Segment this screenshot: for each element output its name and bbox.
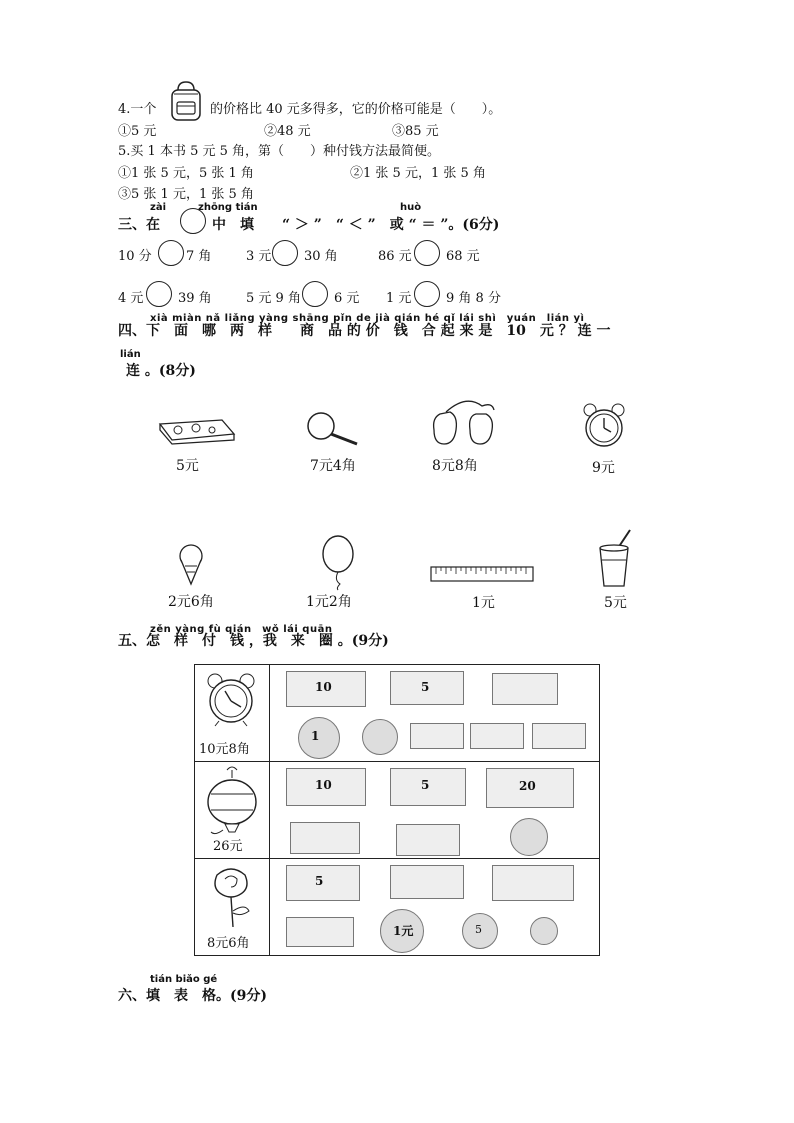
compare-circle-5[interactable] [302,281,328,307]
section3-title-c: “ ＞ ” “ ＜ ” 或 “ ＝ ”。(6分) [282,217,500,233]
compare-r1-left-2: 3 元 [246,249,272,264]
drink-cup-icon [598,528,634,588]
compare-r1-left-3: 86 元 [378,249,412,264]
banknote-1-yuan[interactable] [390,865,464,899]
price-ruler: 1元 [472,595,495,611]
q4-option-1: ①5 元 [118,124,157,139]
section4-pinyin: xià miàn nǎ liǎng yàng shāng pǐn de jià qián hé qǐ lái shì yuán lián yì [150,313,585,324]
q5-stem: 5.买 1 本书 5 元 5 角，第（ ）种付钱方法最简便。 [118,144,441,159]
banknote-1-yuan[interactable] [492,865,574,901]
compare-circle-2[interactable] [272,240,298,266]
compare-r1-left-1: 10 分 [118,249,152,264]
banknote-5-yuan[interactable]: 5 [390,671,464,705]
coin-1-yuan[interactable]: 1 [298,717,340,759]
banknote-5-jiao[interactable] [286,917,354,947]
gloves-icon [426,400,500,450]
section3-title-a: 三、在 [118,217,160,233]
compare-circle-1[interactable] [158,240,184,266]
banknote-10-yuan[interactable]: 10 [286,768,366,806]
coin-5-jiao[interactable]: 5 [462,913,498,949]
compare-r2-right-1: 39 角 [178,291,212,306]
alarm-clock-icon [580,402,628,450]
section4-title: 四、下 面 哪 两 样 商 品 的 价 钱 合 起 来 是 10 元 ？ 连 一 [118,323,611,339]
q4-stem [118,98,156,117]
coin-5-jiao[interactable] [362,719,398,755]
payment-row-lantern [195,762,600,859]
compare-circle-4[interactable] [146,281,172,307]
compare-r2-left-3: 1 元 [386,291,412,306]
price-balloon: 1元2角 [306,594,352,610]
coin-1-yuan[interactable] [510,818,548,856]
payment-money-cell [270,859,600,956]
banknote-1-jiao[interactable] [470,723,524,749]
banknote-5-yuan[interactable]: 5 [390,768,466,806]
q5-option-3: ③5 张 1 元，1 张 5 角 [118,187,254,202]
payment-price-2: 26元 [213,839,243,854]
banknote-1-jiao[interactable] [532,723,586,749]
banknote-5-jiao[interactable] [492,673,558,705]
section3-pinyin-huo: huò [400,202,422,213]
payment-price-1: 10元8角 [199,742,250,757]
payment-item-cell [195,859,270,956]
section5-pinyin: zěn yàng fù qián wǒ lái quān [150,624,333,635]
compare-r1-right-3: 68 元 [446,249,480,264]
section3-pinyin-zhongtian: zhōng tián [198,202,258,213]
q4-stem-before: 4.一个 [118,102,157,117]
compare-r2-right-3: 9 角 8 分 [446,291,501,306]
lantern-icon [205,764,259,838]
ice-cream-icon [176,544,206,586]
payment-row-clock [195,665,600,762]
banknote-1-yuan[interactable] [290,822,360,854]
racket-icon [305,408,361,448]
section5-title: 五、怎 样 付 钱 ，我 来 圈 。(9分) [118,633,389,649]
section4-title2: 连 。(8分) [126,363,196,379]
section3-title-circle [180,208,206,234]
section4-pinyin2: lián [120,349,141,360]
q5-option-2: ②1 张 5 元，1 张 5 角 [350,166,486,181]
compare-r1-right-2: 30 角 [304,249,338,264]
clock-icon [205,671,257,727]
compare-r2-left-1: 4 元 [118,291,144,306]
payment-table [194,664,600,956]
banknote-1-yuan[interactable] [396,824,460,856]
price-pencil-case: 5元 [176,458,199,474]
q4-stem-after: 的价格比 40 元多得多，它的价格可能是（ ）。 [210,102,502,117]
payment-item-cell [195,762,270,859]
price-drink-cup: 5元 [604,595,627,611]
section3-pinyin-zai: zài [150,202,166,213]
price-alarm-clock: 9元 [592,460,615,476]
coin-1-yuan[interactable]: 1元 [380,909,424,953]
compare-circle-6[interactable] [414,281,440,307]
backpack-icon [164,78,208,122]
price-ice-cream: 2元6角 [168,594,214,610]
q4-option-3: ③85 元 [392,124,439,139]
section3-title-b: 中 填 [212,217,254,233]
section6-title: 六、填 表 格。(9分) [118,988,267,1004]
rose-icon [207,865,255,929]
payment-row-rose [195,859,600,956]
pencil-case-icon [156,416,236,446]
coin-1-jiao[interactable] [530,917,558,945]
ruler-icon [430,566,534,582]
banknote-1-jiao[interactable] [410,723,464,749]
price-racket: 7元4角 [310,458,356,474]
banknote-5-yuan[interactable]: 5 [286,865,360,901]
payment-money-cell [270,665,600,762]
section6-pinyin: tián biǎo gé [150,974,218,985]
compare-r2-left-2: 5 元 9 角 [246,291,301,306]
compare-r1-right-1: 7 角 [186,249,212,264]
payment-item-cell [195,665,270,762]
payment-price-3: 8元6角 [207,936,250,951]
payment-money-cell [270,762,600,859]
banknote-10-yuan[interactable]: 10 [286,671,366,707]
price-gloves: 8元8角 [432,458,478,474]
compare-r2-right-2: 6 元 [334,291,360,306]
q4-option-2: ②48 元 [264,124,311,139]
banknote-20-yuan[interactable]: 20 [486,768,574,808]
balloon-icon [320,534,356,590]
q5-option-1: ①1 张 5 元，5 张 1 角 [118,166,254,181]
compare-circle-3[interactable] [414,240,440,266]
